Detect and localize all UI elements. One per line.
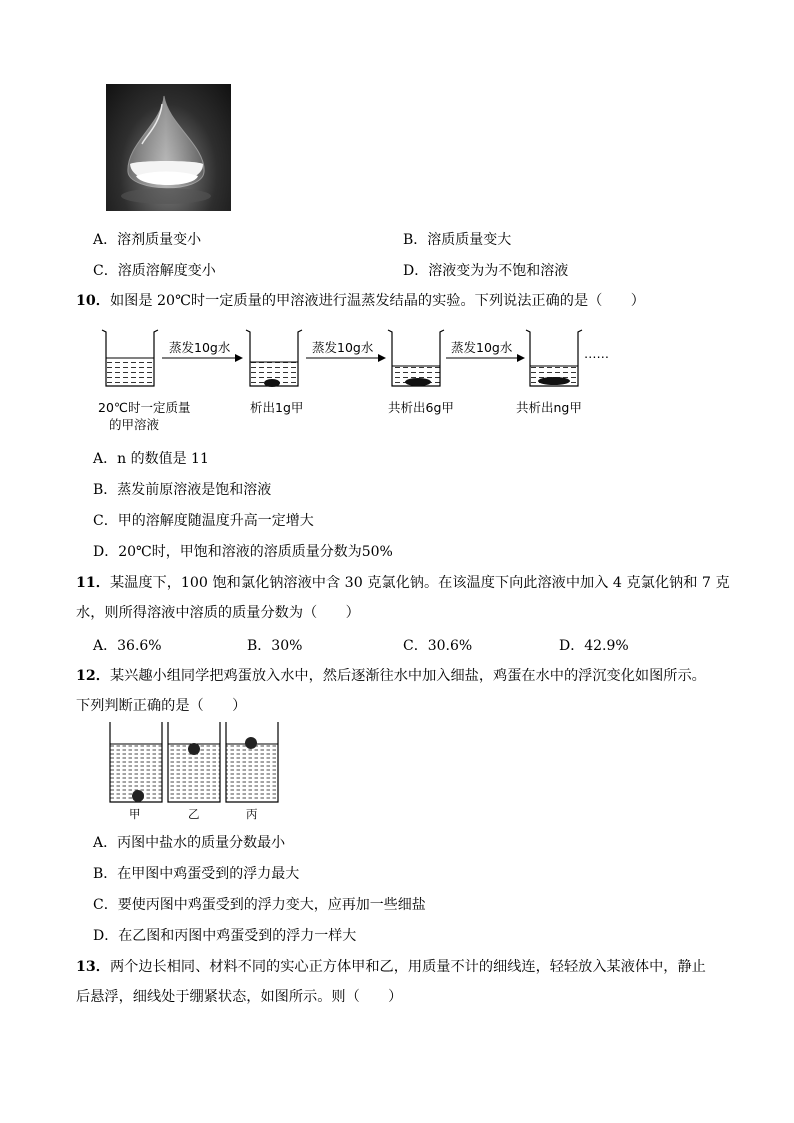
storm-glass-photo	[106, 84, 231, 211]
q11-stem-line-2: 水，则所得溶液中溶质的质量分数为（ ）	[76, 605, 360, 621]
q12-option-b: B．在甲图中鸡蛋受到的浮力最大	[93, 866, 300, 882]
q11-option-c: C．30.6%	[403, 638, 473, 654]
container-yi	[168, 722, 220, 802]
q12-option-c: C．要使丙图中鸡蛋受到的浮力变大，应再加一些细盐	[93, 897, 426, 913]
q10-evaporation-diagram	[90, 320, 650, 438]
q13-stem-line-1: 13．两个边长相同、材料不同的实心正方体甲和乙，用质量不计的细线连，轻轻放入某液体中，静止	[76, 959, 706, 975]
q10-option-b: B．蒸发前原溶液是饱和溶液	[93, 482, 272, 498]
q11-option-b: B．30%	[247, 638, 303, 654]
beaker-1	[102, 330, 158, 386]
q9-option-c: C．溶质溶解度变小	[93, 263, 216, 279]
arrow-label-3: 蒸发10g水	[451, 340, 513, 355]
label-yi: 乙	[188, 807, 200, 821]
container-bing	[226, 722, 278, 802]
q10-option-d: D．20℃时，甲饱和溶液的溶质质量分数为50%	[93, 544, 393, 560]
q11-option-d: D．42.9%	[559, 638, 629, 654]
ellipsis: ……	[584, 346, 609, 361]
q9-option-a: A．溶剂质量变小	[93, 232, 202, 248]
caption-1-line-1: 20℃时一定质量	[98, 400, 191, 415]
caption-1-line-2: 的甲溶液	[109, 417, 160, 432]
q10-stem: 10．如图是 20℃时一定质量的甲溶液进行温蒸发结晶的实验。下列说法正确的是（ ）	[76, 293, 645, 309]
beaker-4	[526, 330, 582, 386]
q12-egg-diagram	[104, 720, 288, 825]
arrow-label-1: 蒸发10g水	[169, 340, 231, 355]
q12-stem-line-1: 12．某兴趣小组同学把鸡蛋放入水中，然后逐渐往水中加入细盐，鸡蛋在水中的浮沉变化如图所示。	[76, 668, 706, 684]
caption-2: 析出1g甲	[250, 400, 304, 415]
q12-option-a: A．丙图中盐水的质量分数最小	[93, 835, 286, 851]
q11-option-a: A．36.6%	[93, 638, 162, 654]
q10-option-c: C．甲的溶解度随温度升高一定增大	[93, 513, 314, 529]
q12-stem-line-2: 下列判断正确的是（ ）	[76, 698, 247, 714]
q10-option-a: A．n 的数值是 11	[93, 451, 209, 467]
arrow-label-2: 蒸发10g水	[312, 340, 374, 355]
label-bing: 丙	[246, 807, 258, 821]
beaker-2	[246, 330, 302, 387]
beaker-3	[388, 330, 444, 386]
q13-stem-line-2: 后悬浮，细线处于绷紧状态，如图所示。则（ ）	[76, 989, 403, 1005]
label-jia: 甲	[129, 807, 141, 821]
q9-option-b: B．溶质质量变大	[403, 232, 512, 248]
q9-option-d: D．溶液变为为不饱和溶液	[403, 263, 569, 279]
caption-3: 共析出6g甲	[388, 400, 454, 415]
q12-option-d: D．在乙图和丙图中鸡蛋受到的浮力一样大	[93, 928, 357, 944]
q11-stem-line-1: 11．某温度下，100 饱和氯化钠溶液中含 30 克氯化钠。在该温度下向此溶液中加入 4 克氯化钠和 7 克	[76, 575, 730, 591]
container-jia	[110, 722, 162, 802]
caption-4: 共析出ng甲	[516, 400, 582, 415]
